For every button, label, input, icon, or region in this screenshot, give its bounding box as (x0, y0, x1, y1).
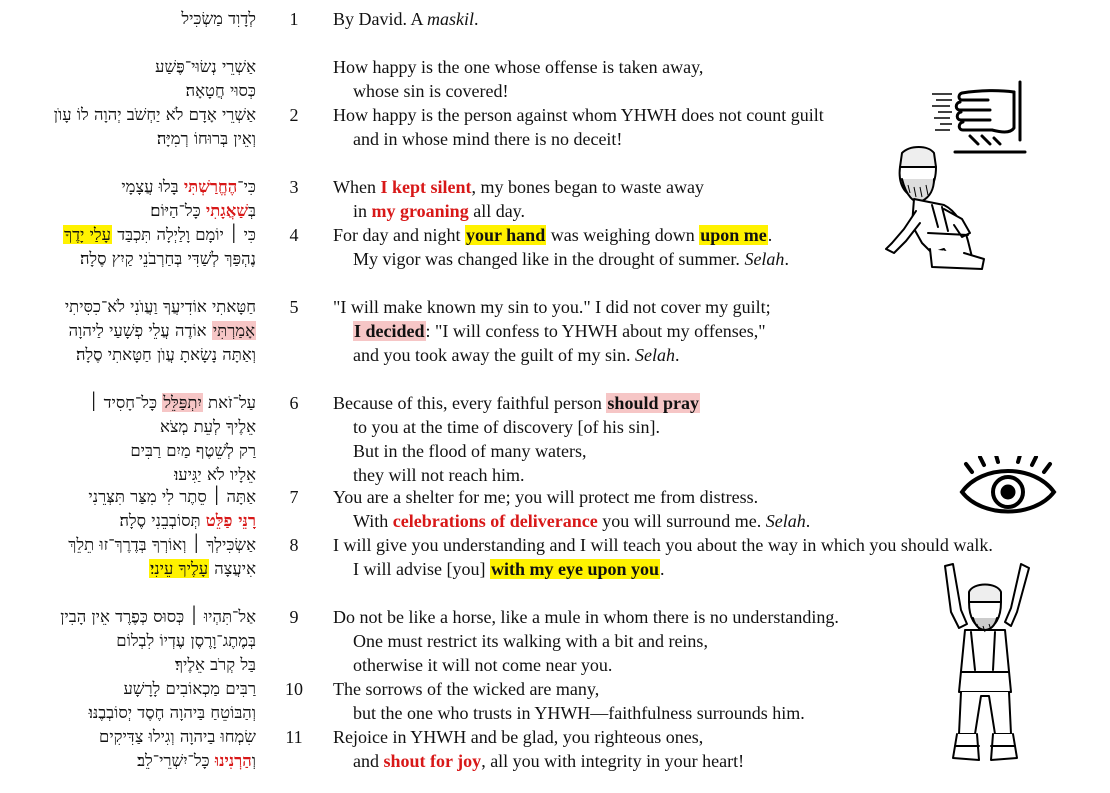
hebrew-line (121, 175, 256, 199)
verse-number: 5 (289, 297, 299, 317)
text-segment: רַק לְשֵׁטֶף מַיִם רַבִּים (130, 441, 256, 460)
text-segment: כָּל־חָסִיד ׀ (89, 393, 163, 412)
english-line (333, 223, 772, 247)
hebrew-line (80, 247, 256, 271)
hebrew-line (65, 295, 256, 319)
text-segment: By David. A (333, 9, 428, 29)
hebrew-line (116, 629, 256, 653)
english-line (353, 701, 805, 725)
english-line (333, 725, 703, 749)
text-segment: רָנֵּי פַלֵּט (205, 511, 256, 530)
hebrew-line (89, 391, 256, 415)
text-segment: הֶחֱרַשְׁתִּי (183, 177, 238, 196)
text-segment: shout for joy (383, 751, 482, 771)
text-segment: , my bones began to waste away (471, 177, 704, 197)
text-segment: וְאֵין בְּרוּחוֹ רְמִיָּה׃ (156, 129, 256, 148)
text-segment: אַל־תִּהְיוּ ׀ כְּסוּס כְּפֶרֶד אֵין הָבִין (60, 607, 256, 626)
text-segment: But in the flood of many waters, (353, 441, 587, 461)
text-segment: עָלֶיךָ עֵינִי׃ (149, 559, 209, 578)
text-segment: אַשְׁרֵי אָדָם לֹא יַחְשֹׁב יְהוָה לוֹ עָוֺן (53, 105, 256, 124)
text-segment: . (767, 225, 773, 245)
text-segment: should pray (607, 393, 699, 413)
text-segment: your hand (466, 225, 546, 245)
text-segment: בְּ (248, 201, 256, 220)
eye-icon (958, 456, 1058, 526)
text-segment: אֵלֶיךָ לְעֵת מְצֹא (160, 417, 256, 436)
text-segment: Rejoice in YHWH and be glad, you righteous ones, (333, 727, 704, 747)
text-segment: Selah (744, 249, 785, 269)
english-line (333, 175, 704, 199)
text-segment: I will give you understanding and I will teach you about the way in which you should walk. (333, 535, 993, 555)
verse-number: 8 (289, 535, 299, 555)
text-segment: Selah (634, 345, 675, 365)
text-segment: בָּלוּ עֲצָמָי (121, 177, 184, 196)
hebrew-line (68, 533, 256, 557)
text-segment: otherwise it will not come near you. (353, 655, 613, 675)
english-line (353, 557, 665, 581)
english-line (333, 55, 703, 79)
text-segment: they will not reach him. (353, 465, 525, 485)
verse-number: 4 (289, 225, 299, 245)
english-line (333, 295, 771, 319)
text-segment: you will surround me. (597, 511, 766, 531)
text-segment: . (805, 511, 811, 531)
hebrew-line (88, 485, 256, 509)
english-line (353, 247, 789, 271)
text-segment: I kept silent (380, 177, 472, 197)
text-segment: עָלַי יָדֶךָ (63, 225, 111, 244)
verse-number: 1 (289, 9, 299, 29)
english-line (353, 439, 586, 463)
hebrew-line (186, 79, 256, 103)
english-line (353, 629, 708, 653)
text-segment: I will advise [you] (353, 559, 490, 579)
text-segment: How happy is the one whose offense is taken away, (333, 57, 704, 77)
text-segment: I decided (354, 321, 425, 341)
verse-number: 11 (285, 727, 303, 747)
hebrew-line (99, 725, 256, 749)
rejoicing-man-illustration (935, 562, 1035, 770)
text-segment: רַבִּים מַכְאוֹבִים לָרָשָׁע (123, 679, 256, 698)
text-segment: בַּל קְרֹב אֵלֶיךָ׃ (174, 655, 256, 674)
english-line (333, 485, 758, 509)
hebrew-line (149, 557, 256, 581)
hebrew-line (137, 749, 256, 773)
hebrew-line (63, 223, 256, 247)
english-line (333, 103, 824, 127)
text-segment: When (333, 177, 381, 197)
text-segment: לְדָוִד מַשְׂכִּיל (181, 9, 256, 28)
kneeling-man-illustration (872, 145, 990, 275)
text-segment: כָּל־יִשְׁרֵי־לֵב׃ (137, 751, 215, 770)
text-segment: הַרְנִינוּ (214, 751, 252, 770)
text-segment: שִׂמְחוּ בַיהוָה וְגִילוּ צַדִּיקִים (99, 727, 256, 746)
text-segment: כְּסוּי חֲטָאָה׃ (185, 81, 256, 100)
text-segment: "I will make known my sin to you." I did not cover my guilt; (333, 297, 771, 317)
text-segment: and you took away the guilt of my sin. (353, 345, 635, 365)
hebrew-line (157, 127, 256, 151)
text-segment: One must restrict its walking with a bit and reins, (353, 631, 708, 651)
text-segment: my groaning (371, 201, 469, 221)
text-segment: אָמַרְתִּי (212, 321, 255, 340)
hebrew-line (60, 605, 256, 629)
text-segment: כִּי־ (237, 177, 256, 196)
text-segment: . (660, 559, 665, 579)
hebrew-line (155, 55, 256, 79)
hebrew-line (150, 199, 256, 223)
text-segment: whose sin is covered! (353, 81, 509, 101)
hebrew-line (89, 701, 256, 725)
hebrew-line (123, 677, 256, 701)
english-line (333, 677, 599, 701)
text-segment: How happy is the person against whom YHWH does not count guilt (333, 105, 824, 125)
text-segment: Do not be like a horse, like a mule in whom there is no understanding. (333, 607, 839, 627)
verse-number: 9 (289, 607, 299, 627)
hebrew-line (160, 415, 256, 439)
text-segment: upon me (700, 225, 767, 245)
text-segment: וְאַתָּה נָשָׂאתָ עֲוֺן חַטָּאתִי סֶלָה׃ (75, 345, 256, 364)
text-segment: was weighing down (546, 225, 700, 245)
text-segment: . (674, 345, 680, 365)
verse-number: 10 (285, 679, 303, 699)
text-segment: נֶהְפַּךְ לְשַׁדִּי בְּחַרְבֹנֵי קַיִץ סֶלָה׃ (79, 249, 256, 268)
text-segment: but the one who trusts in YHWH—faithfulness surrounds him. (353, 703, 805, 723)
text-segment: אוֹדֶה עֲלֵי פְשָׁעַי לַיהוָה (68, 321, 212, 340)
hebrew-line (174, 463, 256, 487)
english-line (353, 319, 766, 343)
verse-number: 2 (289, 105, 299, 125)
text-segment: בְּמֶתֶג־וָרֶסֶן עֶדְיוֹ לִבְלוֹם (116, 631, 256, 650)
text-segment: For day and night (333, 225, 465, 245)
hebrew-line (54, 103, 256, 127)
english-line (353, 343, 679, 367)
text-segment: תְּסוֹבְבֵנִי סֶלָה׃ (119, 511, 206, 530)
text-segment: כִּי ׀ יוֹמָם וָלַיְלָה תִּכְבַּד (111, 225, 256, 244)
text-segment: יִתְפַּלֵּל (163, 393, 202, 412)
text-segment: . (784, 249, 789, 269)
text-segment: maskil (427, 9, 475, 29)
verse-number: 6 (289, 393, 299, 413)
text-segment: and (353, 751, 384, 771)
text-segment: and in whose mind there is no deceit! (353, 129, 623, 149)
text-segment: אַשְׁרֵי נְשׂוּי־פֶּשַׁע (155, 57, 256, 76)
english-line (353, 463, 524, 487)
text-segment: celebrations of deliverance (392, 511, 598, 531)
text-segment: חַטָּאתִי אוֹדִיעֲךָ וַעֲוֺנִי לֹא־כִסִּיתִי (64, 297, 256, 316)
text-segment: all day. (468, 201, 526, 221)
hebrew-line (181, 7, 256, 31)
text-segment: The sorrows of the wicked are many, (333, 679, 600, 699)
verse-number: 7 (289, 487, 299, 507)
english-line (353, 749, 744, 773)
english-line (353, 415, 660, 439)
english-line (353, 509, 810, 533)
text-segment: אֵלָיו לֹא יַגִּיעוּ׃ (174, 465, 256, 484)
text-segment: to you at the time of discovery [of his sin]. (353, 417, 660, 437)
text-segment: וְ (251, 751, 256, 770)
hebrew-line (69, 319, 256, 343)
english-line (333, 391, 700, 415)
english-line (333, 605, 839, 629)
text-segment: With (353, 511, 393, 531)
hebrew-line (119, 509, 256, 533)
text-segment: You are a shelter for me; you will protect me from distress. (333, 487, 759, 507)
text-segment: , all you with integrity in your heart! (481, 751, 745, 771)
text-segment: : "I will confess to YHWH about my offenses," (425, 321, 766, 341)
text-segment: with my eye upon you (490, 559, 659, 579)
hebrew-line (130, 439, 256, 463)
text-segment: עַל־זֹאת (202, 393, 256, 412)
english-line (333, 533, 993, 557)
english-line (353, 199, 525, 223)
english-line (333, 7, 479, 31)
text-segment: אַשְׂכִּילְךָ ׀ וְאוֹרְךָ בְּדֶרֶךְ־זוּ תֵלֵךְ (68, 535, 256, 554)
text-segment: . (474, 9, 479, 29)
text-segment: וְהַבּוֹטֵחַ בַּיהוָה חֶסֶד יְסוֹבְבֶנּוּ׃ (88, 703, 256, 722)
text-segment: אַתָּה ׀ סֵתֶר לִי מִצַּר תִּצְּרֵנִי (88, 487, 256, 506)
text-segment: אִיעֲצָה (209, 559, 256, 578)
text-segment: Because of this, every faithful person (333, 393, 607, 413)
english-line (353, 127, 622, 151)
text-segment: My vigor was changed like in the drought of summer. (353, 249, 745, 269)
english-line (353, 79, 508, 103)
text-segment: Selah (765, 511, 806, 531)
hebrew-line (175, 653, 256, 677)
hebrew-line (76, 343, 256, 367)
text-segment: in (353, 201, 372, 221)
text-segment: כָּל־הַיּוֹם׃ (150, 201, 206, 220)
english-line (353, 653, 612, 677)
verse-number: 3 (289, 177, 299, 197)
text-segment: שַׁאֲגָתִי (205, 201, 249, 220)
